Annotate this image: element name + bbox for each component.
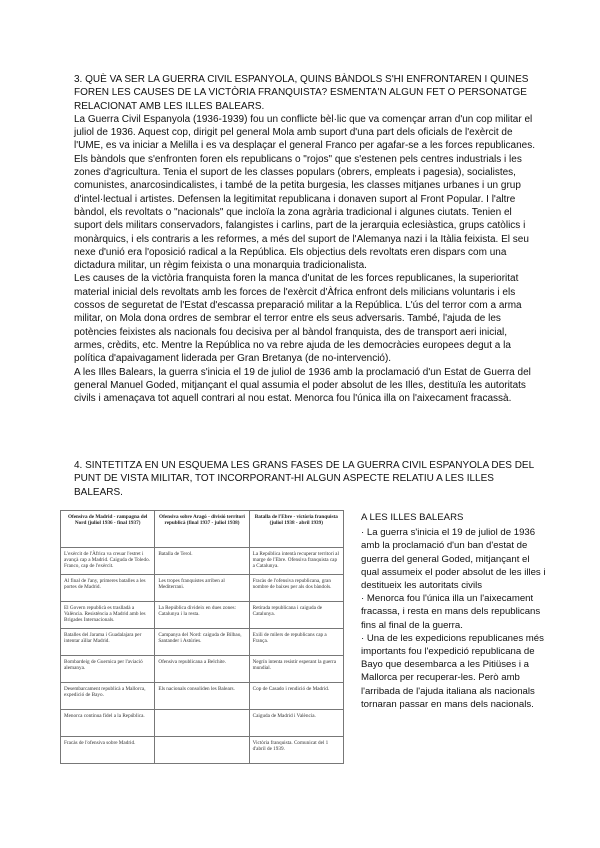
table-cell: Negrín intenta resistir esperant la guerra mundial. — [249, 656, 343, 683]
q3-paragraph-causes: Les causes de la victòria franquista foren la manca d'unitat de les forces republicanes, la superioritat material inicial dels revoltats amb les forces de l'exèrcit d'Àfrica enfront dels milicians voluntaris i els cossos de seguretat de l'Estat d'escassa preparació militar a la República. L'ús del terror com a arma militar, on Mola dona ordres de sembrar el terror entre els seus adversaris. També, l'ajuda de les potències feixistes als nacionals fou decisiva per al bàndol franquista, des de transport aeri inicial, armes, crèdits, etc. Mentre la República no va rebre ajuda de les democràcies europees degut a la política d'apaivagament liderada per Gran Bretanya (de no-intervenció). — [74, 273, 522, 365]
q3-paragraph-definition: La Guerra Civil Espanyola (1936-1939) fou un conflicte bèl·lic que va començar arran d'un cop militar el juliol de 1936. Aquest cop, dirigit pel general Mola amb suport d'una part dels oficials de l'exèrcit de l'UME, es va iniciar a Melilla i es va desplaçar el general Franco per agafar-se a les forces republicanes. — [74, 113, 536, 152]
table-cell: Fracàs de l'ofensiva republicana, gran nombre de baixes per als dos bàndols. — [249, 575, 343, 602]
table-cell: La República divideix en dues zones: Catalunya i la resta. — [155, 602, 249, 629]
balears-note-item: · La guerra s'inicia el 19 de juliol de 1936 amb la proclamació d'un ban d'estat de guerra del general Goded, mitjançant el qual assumeix el poder absolut de les illes i destitueix les autoritats civils — [361, 527, 546, 592]
table-row — [61, 548, 344, 575]
table-row — [61, 683, 344, 710]
question-3-heading: 3. QUÈ VA SER LA GUERRA CIVIL ESPANYOLA, QUINS BÀNDOLS S'HI ENFRONTAREN I QUINES FOREN LES CAUSES DE LA VICTÒRIA FRANQUISTA? ESMENTA'N ALGUN FET O PERSONATGE RELACIONAT AMB LES ILLES BALEARS. — [74, 74, 529, 112]
table-cell: La República intentà recuperar territori al marge de l'Ebre. Ofensiva franquista cap a Catalunya. — [249, 548, 343, 575]
table-cell — [155, 710, 249, 737]
phase-2-header: Ofensiva sobre Aragó - divisió territori republicà (final 1937 - juliol 1938) — [155, 511, 249, 548]
table-cell: Bombardeig de Guernica per l'aviació alemanya. — [61, 656, 155, 683]
table-cell: Cop de Casado i rendició de Madrid. — [249, 683, 343, 710]
table-cell: Caiguda de Madrid i València. — [249, 710, 343, 737]
question-4-heading: 4. SINTETITZA EN UN ESQUEMA LES GRANS FASES DE LA GUERRA CIVIL ESPANYOLA DES DEL PUNT DE VISTA MILITAR, TOT INCORPORANT-HI ALGUN ASPECTE RELATIU A LES ILLES BALEARS. — [74, 460, 534, 498]
table-row — [61, 602, 344, 629]
table-cell: Batalla de Terol. — [155, 548, 249, 575]
q3-paragraph-sides: Els bàndols que s'enfronten foren els republicans o "rojos" que s'estenen pels centres industrials i les zones d'agricultura. Tenia el suport de les classes populars (obrers, empleats i pagesia), socialistes, comunistes, anarcosindicalistes, i també de la petita burgesia, les classes mitjanes urbanes i un grup d'intel·lectual i artistes. Defensen la legitimitat republicana i donaven suport al Front Popular. I l'altre bàndol, els revoltats o "nacionals" que incloïa la zona agrària tradicional i algunes ciutats. Tenien el suport dels militars conservadors, falangistes i carlins, part de la jerarquia eclesiàstica, grups catòlics i monàrquics, i els contraris a les reformes, a més del suport de l'Alemanya nazi i la Itàlia feixista. El seu nexe d'unió era l'oposició radical a la República. Els objectius dels revoltats eren dispars com una dictadura militar, un règim feixista o una monarquia tradicionalista. — [74, 153, 529, 272]
table-row — [61, 575, 344, 602]
table-cell: L'exèrcit de l'Àfrica va creuar l'estret i avançà cap a Madrid. Caiguda de Toledo. Franco, cap de l'exèrcit. — [61, 548, 155, 575]
question-4-section — [74, 459, 536, 499]
table-row — [61, 629, 344, 656]
table-cell: Les tropes franquistes arriben al Mediterrani. — [155, 575, 249, 602]
phase-1-header: Ofensiva de Madrid - rampagna del Nord (juliol 1936 - final 1937) — [61, 511, 155, 548]
table-cell: Desembarcament republicà a Mallorca, expedició de Bayo. — [61, 683, 155, 710]
table-cell: Al final de l'any, primeres batalles a les portes de Madrid. — [61, 575, 155, 602]
table-row — [61, 710, 344, 737]
table-cell — [155, 737, 249, 764]
table-cell: Ofensiva republicana a Belchite. — [155, 656, 249, 683]
q3-paragraph-balears: A les Illes Balears, la guerra s'inicia el 19 de juliol de 1936 amb la proclamació d'un Estat de Guerra del general Manuel Goded, mitjançant el qual assumia el poder absolut de les Illes, destituïa les autoritats civils i amenaçava tot aquell contrari al nou estat. Menorca fou l'única illa on l'aixecament fracassà. — [74, 366, 531, 405]
balears-notes-title: A LES ILLES BALEARS — [361, 512, 464, 523]
balears-note-item: · Menorca fou l'única illa un l'aixecament fracassa, i resta en mans dels republicans fins al final de la guerra. — [361, 593, 541, 631]
phase-3-header: Batalla de l'Ebre - victòria franquista (juliol 1938 - abril 1939) — [249, 511, 343, 548]
table-row — [61, 737, 344, 764]
balears-note-item: · Una de les expedicions republicanes més importants fou l'expedició republicana de Bayo que desembarca a les Pitiüses i a Mallorca per recuperar-les. Però amb l'arribada de l'ajuda italiana als nacionals tornaran passar en mans dels nacionals. — [361, 632, 544, 710]
table-cell: Retirada republicana i caiguda de Catalunya. — [249, 602, 343, 629]
table-cell: Victòria franquista. Comunicat del 1 d'abril de 1939. — [249, 737, 343, 764]
war-phases-scheme-table — [60, 510, 344, 764]
table-cell: Fracàs de l'ofensiva sobre Madrid. — [61, 737, 155, 764]
table-row — [61, 656, 344, 683]
table-cell: Exili de milers de republicans cap a França. — [249, 629, 343, 656]
table-cell: Els nacionals consoliden les Balears. — [155, 683, 249, 710]
table-cell: Campanya del Nord: caiguda de Bilbao, Santander i Astúries. — [155, 629, 249, 656]
table-cell: Batalles del Jarama i Guadalajara per intentar aïllar Madrid. — [61, 629, 155, 656]
table-cell: El Govern republicà es traslladà a València. Resistència a Madrid amb les Brigades Internacionals. — [61, 602, 155, 629]
table-header-row — [61, 511, 344, 548]
balears-notes — [361, 511, 547, 711]
table-cell: Menorca continua fidel a la República. — [61, 710, 155, 737]
question-3-section — [74, 73, 536, 405]
